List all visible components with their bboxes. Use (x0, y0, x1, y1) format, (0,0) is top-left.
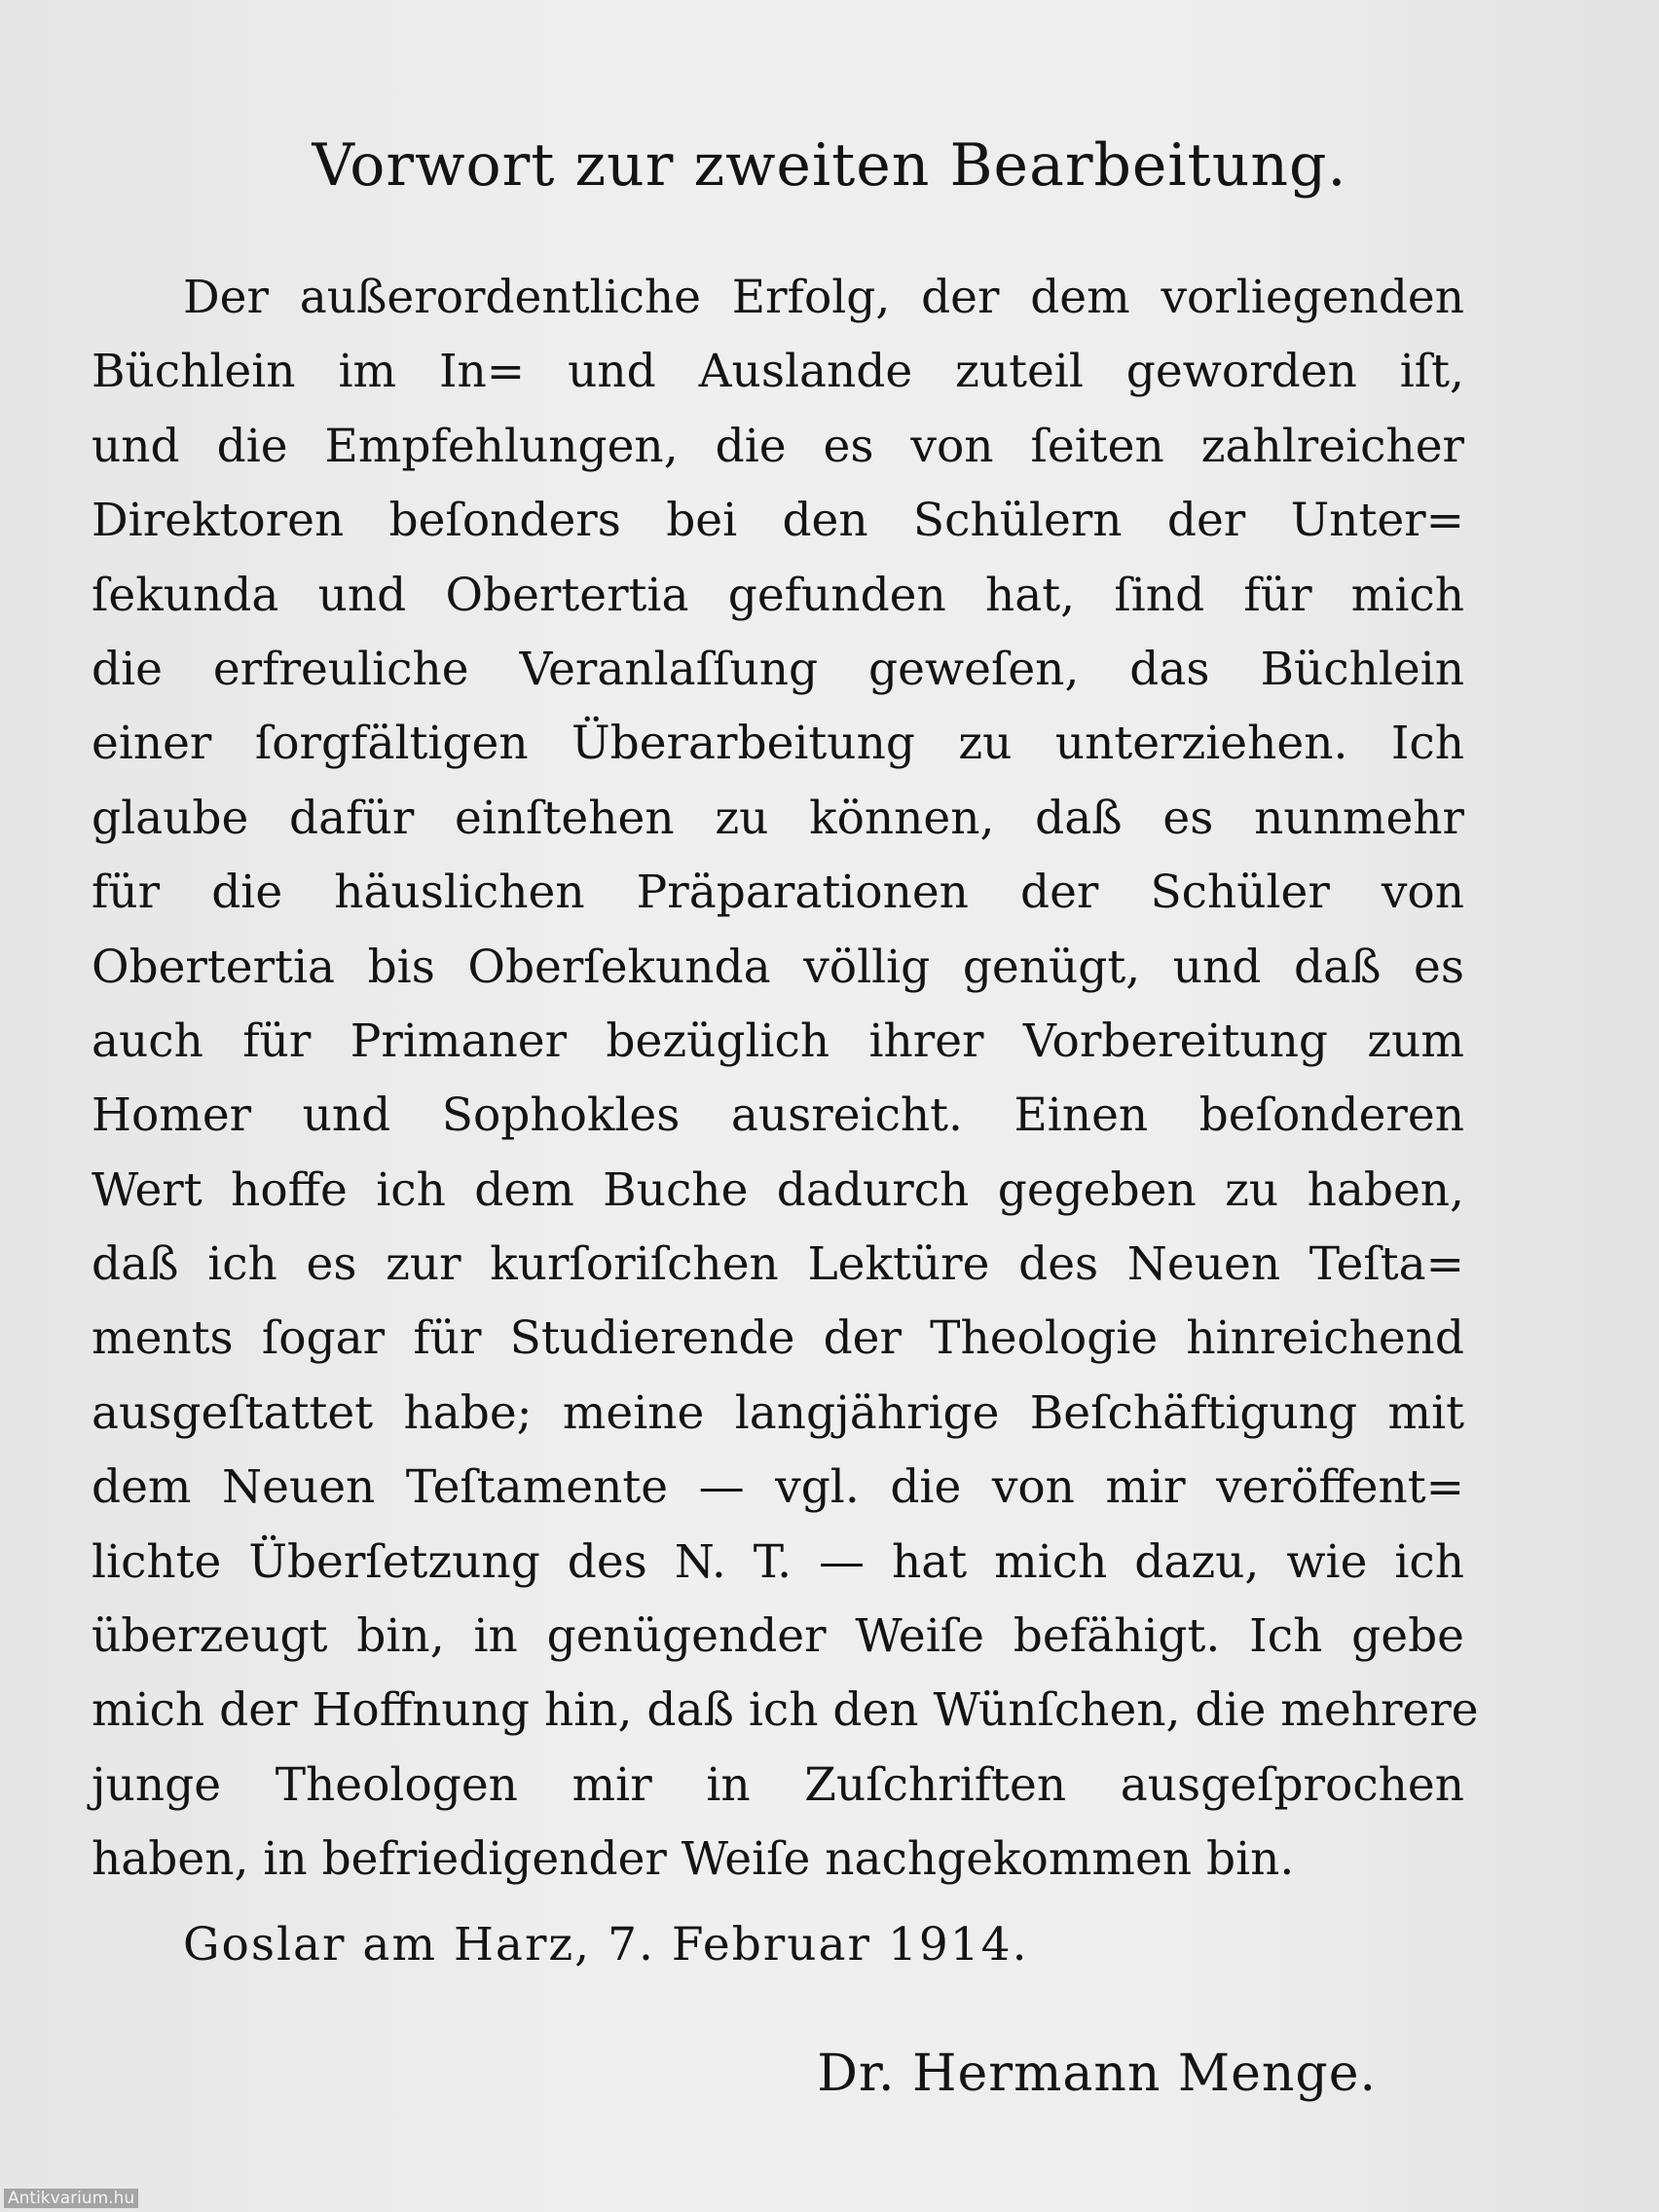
body-line: Homer und Sophokles ausreicht. Einen beſonderen (92, 1088, 1464, 1143)
body-line: junge Theologen mir in Zuſchriften ausgeſprochen (92, 1757, 1464, 1812)
preface-body (92, 261, 1479, 1898)
body-line: ausgeſtattet habe; meine langjährige Beſchäftigung mit (92, 1385, 1464, 1440)
body-line: daß ich es zur kurſoriſchen Lektüre des Neuen Teſta= (92, 1237, 1464, 1292)
body-line: Büchlein im In= und Auslande zuteil geworden iſt, (92, 345, 1464, 399)
body-line: ſekunda und Obertertia gefunden hat, ſind für mich (92, 568, 1464, 622)
body-line: haben, in befriedigender Weiſe nachgekommen bin. (92, 1832, 1295, 1887)
body-line: für die häuslichen Präparationen der Schüler von (92, 866, 1464, 920)
body-line: Direktoren beſonders bei den Schülern der Unter= (92, 494, 1464, 548)
body-line: auch für Primaner bezüglich ihrer Vorbereitung zum (92, 1014, 1464, 1068)
watermark: Antikvarium.hu (4, 2189, 138, 2208)
author-signature: Dr. Hermann Menge. (817, 2045, 1377, 2103)
body-line: lichte Überſetzung des N. T. — hat mich dazu, wie ich (92, 1534, 1464, 1589)
body-line: Obertertia bis Oberſekunda völlig genügt, und daß es (92, 940, 1464, 994)
body-line: überzeugt bin, in genügender Weiſe befähigt. Ich gebe (92, 1609, 1464, 1664)
body-line: und die Empfehlungen, die es von ſeiten zahlreicher (92, 419, 1464, 473)
body-line: die erfreuliche Veranlaſſung geweſen, das Büchlein (92, 642, 1464, 696)
body-line: Der außerordentliche Erfolg, der dem vorliegenden (183, 271, 1464, 324)
body-line: einer ſorgfältigen Überarbeitung zu unterziehen. Ich (92, 717, 1464, 771)
body-line: mich der Hoffnung hin, daß ich den Wünſchen, die mehrere (92, 1683, 1479, 1738)
place-date-line: Goslar am Harz, 7. Februar 1914. (183, 1918, 1029, 1972)
body-line: dem Neuen Teſtamente — vgl. die von mir veröffent= (92, 1460, 1464, 1515)
body-line: glaube dafür einſtehen zu können, daß es nunmehr (92, 791, 1464, 845)
page-title: Vorwort zur zweiten Bearbeitung. (312, 131, 1347, 200)
body-line: ments ſogar für Studierende der Theologie hinreichend (92, 1311, 1464, 1366)
body-line: Wert hoffe ich dem Buche dadurch gegeben zu haben, (92, 1162, 1464, 1217)
